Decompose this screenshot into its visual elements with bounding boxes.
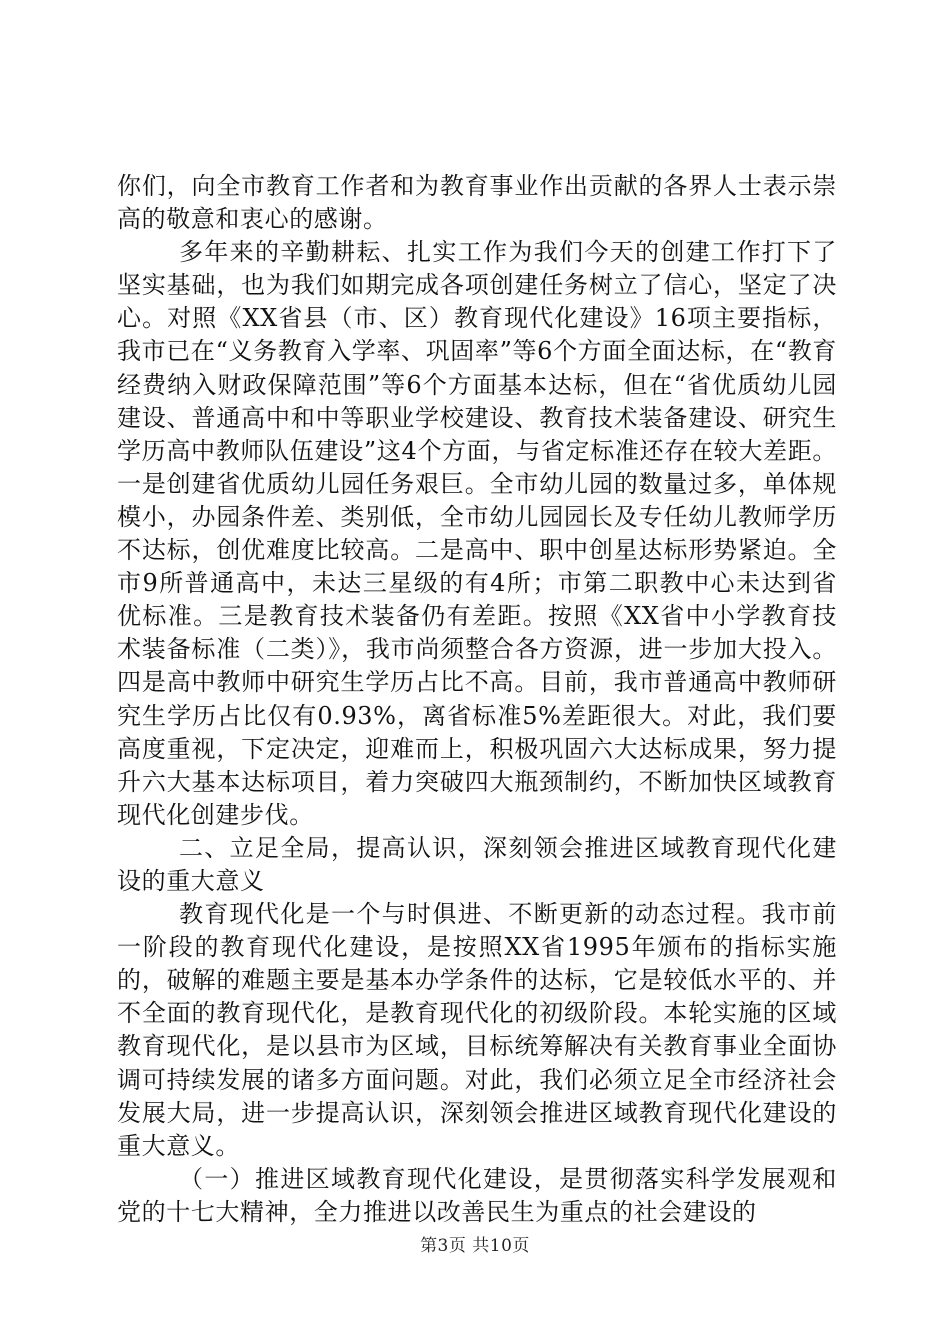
- paragraph-progress-assessment: 多年来的辛勤耕耘、扎实工作为我们今天的创建工作打下了坚实基础，也为我们如期完成各项创建任务树立了信心，坚定了决心。对照《XX省县（市、区）教育现代化建设》16项主要指标，我市已在“义务教育入学率、巩固率”等6个方面全面达标，在“教育经费纳入财政保障范围”等6个方面基本达标，但在“省优质幼儿园建设、普通高中和中等职业学校建设、教育技术装备建设、研究生学历高中教师队伍建设”这4个方面，与省定标准还存在较大差距。一是创建省优质幼儿园任务艰巨。全市幼儿园的数量过多，单体规模小，办园条件差、类别低，全市幼儿园园长及专任幼儿教师学历不达标，创优难度比较高。二是高中、职中创星达标形势紧迫。全市9所普通高中，未达三星级的有4所；市第二职教中心未达到省优标准。三是教育技术装备仍有差距。按照《XX省中小学教育技术装备标准（二类）》，我市尚须整合各方资源，进一步加大投入。四是高中教师中研究生学历占比不高。目前，我市普通高中教师研究生学历占比仅有0.93%，离省标准5%差距很大。对此，我们要高度重视，下定决定，迎难而上，积极巩固六大达标成果，努力提升六大基本达标项目，着力突破四大瓶颈制约，不断加快区域教育现代化创建步伐。: [117, 238, 837, 829]
- paragraph-continuation: 你们，向全市教育工作者和为教育事业作出贡献的各界人士表示崇高的敬意和衷心的感谢。: [117, 172, 837, 234]
- paragraph-modernization-process: 教育现代化是一个与时俱进、不断更新的动态过程。我市前一阶段的教育现代化建设，是按照XX省1995年颁布的指标实施的，破解的难题主要是基本办学条件的达标，它是较低水平的、并不全面的教育现代化，是教育现代化的初级阶段。本轮实施的区域教育现代化，是以县市为区域，目标统筹解决有关教育事业全面协调可持续发展的诸多方面问题。对此，我们必须立足全市经济社会发展大局，进一步提高认识，深刻领会推进区域教育现代化建设的重大意义。: [117, 900, 837, 1160]
- paragraph-point-1: （一）推进区域教育现代化建设，是贯彻落实科学发展观和党的十七大精神，全力推进以改善民生为重点的社会建设的: [117, 1164, 837, 1226]
- section-heading-2: 二、立足全局，提高认识，深刻领会推进区域教育现代化建设的重大意义: [117, 833, 837, 895]
- document-body: [117, 170, 837, 1229]
- page-number-footer: 第3页 共10页: [420, 1236, 530, 1256]
